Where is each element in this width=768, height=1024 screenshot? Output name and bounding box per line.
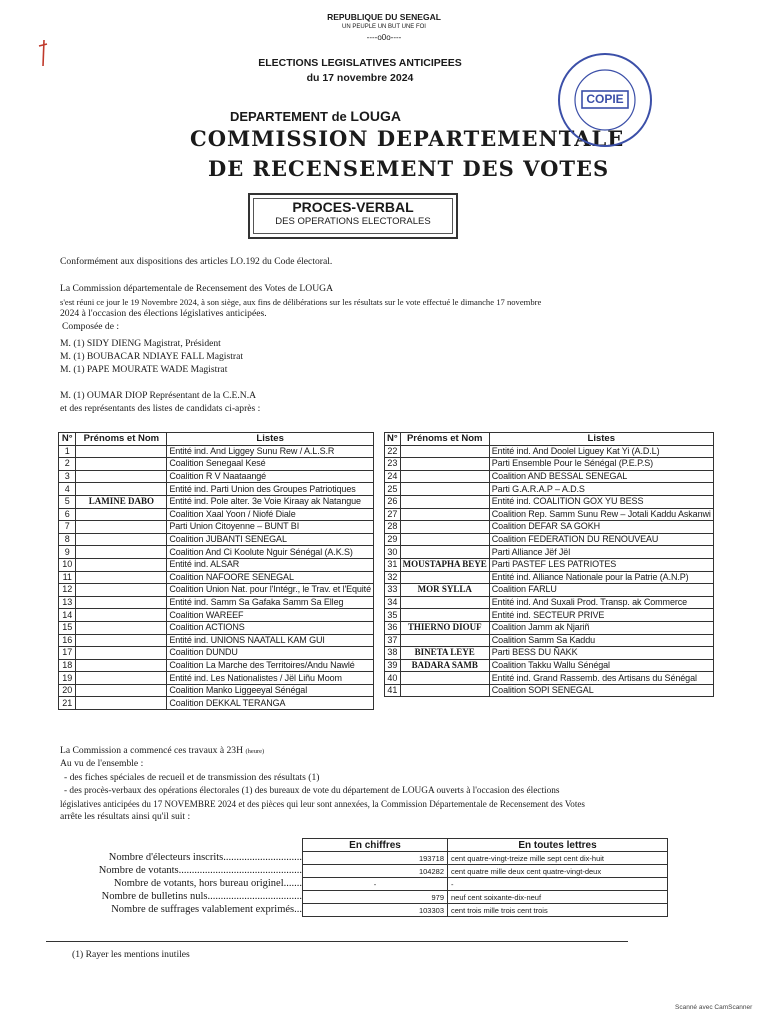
department-prefix: DEPARTEMENT de bbox=[230, 109, 347, 124]
table-row bbox=[59, 508, 374, 521]
row-name bbox=[76, 445, 167, 458]
table-row bbox=[385, 621, 714, 634]
row-name bbox=[400, 672, 489, 685]
row-list: Coalition JUBANTI SENEGAL bbox=[167, 533, 374, 546]
row-number: 14 bbox=[59, 609, 76, 622]
table-row bbox=[385, 672, 714, 685]
row-number: 37 bbox=[385, 634, 401, 647]
member-3: M. (1) PAPE MOURATE WADE Magistrat bbox=[60, 364, 228, 375]
intro-line3: 2024 à l'occasion des élections législatives anticipées. bbox=[60, 308, 267, 319]
table-row bbox=[385, 584, 714, 597]
row-list: Coalition Manko Liggeeyal Sénégal bbox=[167, 684, 374, 697]
row-number: 2 bbox=[59, 458, 76, 471]
row-number: 32 bbox=[385, 571, 401, 584]
row-name bbox=[76, 697, 167, 710]
row-name bbox=[400, 495, 489, 508]
table-row bbox=[59, 584, 374, 597]
row-list: Parti PASTEF LES PATRIOTES bbox=[489, 558, 713, 571]
member-1: M. (1) SIDY DIENG Magistrat, Président bbox=[60, 338, 221, 349]
row-number: 31 bbox=[385, 558, 401, 571]
result-figure: 193718 bbox=[303, 852, 448, 865]
row-name bbox=[400, 596, 489, 609]
row-list: Coalition La Marche des Territoires/Andu Nawlé bbox=[167, 659, 374, 672]
commission-title-line1: COMMISSION DEPARTEMENTALE bbox=[190, 126, 625, 151]
row-list: Coalition Xaal Yoon / Niofé Diale bbox=[167, 508, 374, 521]
row-list: Coalition Senegaal Kesé bbox=[167, 458, 374, 471]
row-list: Coalition R V Naataangé bbox=[167, 470, 374, 483]
row-name: THIERNO DIOUF bbox=[400, 621, 489, 634]
stamp-text: COPIE bbox=[586, 92, 624, 106]
row-number: 28 bbox=[385, 521, 401, 534]
row-list: Coalition DUNDU bbox=[167, 647, 374, 660]
table-row bbox=[385, 558, 714, 571]
row-name bbox=[76, 533, 167, 546]
row-number: 40 bbox=[385, 672, 401, 685]
candidates-table-left bbox=[58, 432, 374, 710]
row-list: Parti Alliance Jëf Jël bbox=[489, 546, 713, 559]
row-list: Coalition AND BESSAL SENEGAL bbox=[489, 470, 713, 483]
row-name bbox=[76, 621, 167, 634]
row-list: Entité ind. Les Nationalistes / Jël Liñu Moom bbox=[167, 672, 374, 685]
row-number: 7 bbox=[59, 521, 76, 534]
row-number: 9 bbox=[59, 546, 76, 559]
representants-text: et des représentants des listes de candidats ci-après : bbox=[60, 403, 261, 414]
candidates-table-right bbox=[384, 432, 714, 697]
row-name bbox=[400, 508, 489, 521]
row-name bbox=[400, 571, 489, 584]
row-number: 15 bbox=[59, 621, 76, 634]
table-row bbox=[59, 470, 374, 483]
row-name: MOUSTAPHA BEYE bbox=[400, 558, 489, 571]
col-list: Listes bbox=[489, 433, 713, 446]
table-row bbox=[385, 647, 714, 660]
intro-line1: La Commission départementale de Recensement des Votes de LOUGA bbox=[60, 283, 333, 294]
pv-box bbox=[248, 193, 458, 239]
row-number: 10 bbox=[59, 558, 76, 571]
row-name bbox=[76, 596, 167, 609]
au-vu-label: Au vu de l'ensemble : bbox=[60, 758, 144, 769]
row-list: Entité ind. ALSAR bbox=[167, 558, 374, 571]
row-name bbox=[76, 647, 167, 660]
result-letters: cent quatre mille deux cent quatre-vingt-deux bbox=[448, 865, 668, 878]
table-row bbox=[59, 609, 374, 622]
row-name bbox=[400, 483, 489, 496]
results-labels bbox=[68, 852, 302, 917]
commenced-line bbox=[60, 745, 264, 758]
table-row bbox=[59, 621, 374, 634]
col-name: Prénoms et Nom bbox=[76, 433, 167, 446]
row-name bbox=[76, 483, 167, 496]
row-list: Coalition SOPI SENEGAL bbox=[489, 684, 713, 697]
table-row bbox=[59, 445, 374, 458]
conformement-text: Conformément aux dispositions des articles LO.192 du Code électoral. bbox=[60, 256, 333, 267]
department-line bbox=[230, 108, 401, 124]
row-name bbox=[400, 458, 489, 471]
row-list: Entité ind. Pole alter. 3e Voie Kiraay ak Natangue bbox=[167, 495, 374, 508]
table-row bbox=[385, 609, 714, 622]
row-list: Coalition WAREEF bbox=[167, 609, 374, 622]
bullet-pv-cont: législatives anticipées du 17 NOVEMBRE 2024 et des pièces qui leur sont annexées, la Commission Départementale de Recensement des Votes bbox=[60, 799, 585, 809]
table-row bbox=[59, 558, 374, 571]
row-list: Coalition ACTIONS bbox=[167, 621, 374, 634]
table-row bbox=[385, 495, 714, 508]
bullet-fiches: - des fiches spéciales de recueil et de transmission des résultats (1) bbox=[64, 772, 320, 783]
row-list: Coalition DEFAR SA GOKH bbox=[489, 521, 713, 534]
row-list: Coalition Rep. Samm Sunu Rew – Jotali Kaddu Askanwi bbox=[489, 508, 713, 521]
table-row bbox=[59, 495, 374, 508]
row-list: Parti Ensemble Pour le Sénégal (P.E.P.S) bbox=[489, 458, 713, 471]
commission-title-line2: DE RECENSEMENT DES VOTES bbox=[208, 156, 610, 181]
col-num: N° bbox=[385, 433, 401, 446]
table-row bbox=[59, 684, 374, 697]
result-letters: cent trois mille trois cent trois bbox=[448, 904, 668, 917]
row-list: Coalition DEKKAL TERANGA bbox=[167, 697, 374, 710]
elections-title: ELECTIONS LEGISLATIVES ANTICIPEES bbox=[258, 57, 462, 69]
table-row bbox=[385, 684, 714, 697]
result-letters: neuf cent soixante-dix-neuf bbox=[448, 891, 668, 904]
row-number: 30 bbox=[385, 546, 401, 559]
row-name bbox=[76, 546, 167, 559]
republic-header: REPUBLIQUE DU SENEGAL bbox=[327, 12, 441, 22]
row-name: MOR SYLLA bbox=[400, 584, 489, 597]
row-number: 21 bbox=[59, 697, 76, 710]
row-number: 26 bbox=[385, 495, 401, 508]
row-list: Entité ind. And Suxali Prod. Transp. ak Commerce bbox=[489, 596, 713, 609]
row-number: 24 bbox=[385, 470, 401, 483]
cena-representative: M. (1) OUMAR DIOP Représentant de la C.E.N.A bbox=[60, 390, 257, 401]
row-list: Entité ind. And Doolel Liguey Kat Yi (A.D.L) bbox=[489, 445, 713, 458]
row-number: 39 bbox=[385, 659, 401, 672]
row-number: 27 bbox=[385, 508, 401, 521]
row-name bbox=[400, 470, 489, 483]
table-row bbox=[385, 458, 714, 471]
result-figure: 103303 bbox=[303, 904, 448, 917]
row-name: BADARA SAMB bbox=[400, 659, 489, 672]
row-name bbox=[76, 672, 167, 685]
bullet-pv: - des procès-verbaux des opérations électorales (1) des bureaux de vote du département de LOUGA ouverts à l'occasion des élections bbox=[64, 786, 560, 796]
row-name bbox=[400, 684, 489, 697]
arrete-text: arrête les résultats ainsi qu'il suit : bbox=[60, 811, 191, 822]
row-name bbox=[76, 458, 167, 471]
row-number: 41 bbox=[385, 684, 401, 697]
table-row bbox=[385, 659, 714, 672]
commenced-text: La Commission a commencé ces travaux à 23H bbox=[60, 745, 244, 756]
row-name: LAMINE DABO bbox=[76, 495, 167, 508]
row-name bbox=[76, 634, 167, 647]
row-name bbox=[400, 634, 489, 647]
table-row bbox=[385, 483, 714, 496]
row-list: Parti BESS DU ÑAKK bbox=[489, 647, 713, 660]
row-number: 35 bbox=[385, 609, 401, 622]
table-row bbox=[385, 634, 714, 647]
row-name bbox=[76, 571, 167, 584]
result-figure: 979 bbox=[303, 891, 448, 904]
row-number: 5 bbox=[59, 495, 76, 508]
department-name: LOUGA bbox=[350, 108, 401, 124]
row-name bbox=[76, 470, 167, 483]
row-list: Entité ind. SECTEUR PRIVE bbox=[489, 609, 713, 622]
row-list: Entité ind. And Liggey Sunu Rew / A.L.S.R bbox=[167, 445, 374, 458]
results-row bbox=[303, 865, 668, 878]
result-label: Nombre de votants, hors bureau originel....... bbox=[113, 878, 302, 889]
row-number: 25 bbox=[385, 483, 401, 496]
row-list: Coalition Samm Sa Kaddu bbox=[489, 634, 713, 647]
row-name bbox=[76, 558, 167, 571]
composee-label: Composée de : bbox=[62, 321, 120, 332]
row-number: 13 bbox=[59, 596, 76, 609]
row-number: 20 bbox=[59, 684, 76, 697]
result-label: Nombre de votants............................................... bbox=[98, 865, 302, 876]
row-list: Parti Union Citoyenne – BUNT BI bbox=[167, 521, 374, 534]
national-motto: UN PEUPLE UN BUT UNE FOI bbox=[342, 24, 426, 30]
row-name bbox=[400, 533, 489, 546]
row-name bbox=[76, 521, 167, 534]
row-name bbox=[76, 508, 167, 521]
table-row bbox=[59, 596, 374, 609]
table-row bbox=[59, 659, 374, 672]
member-2: M. (1) BOUBACAR NDIAYE FALL Magistrat bbox=[60, 351, 243, 362]
row-list: Coalition Union Nat. pour l'Intégr., le Trav. et l'Equité bbox=[167, 584, 374, 597]
scanner-watermark: Scanné avec CamScanner bbox=[675, 1004, 753, 1011]
row-number: 6 bbox=[59, 508, 76, 521]
row-list: Coalition And Ci Koolute Nguir Sénégal (A.K.S) bbox=[167, 546, 374, 559]
row-list: Entité ind. COALITION GOX YU BESS bbox=[489, 495, 713, 508]
row-number: 8 bbox=[59, 533, 76, 546]
row-number: 36 bbox=[385, 621, 401, 634]
result-label: Nombre d'électeurs inscrits.............................. bbox=[108, 852, 302, 863]
red-margin-mark bbox=[36, 38, 50, 68]
row-number: 4 bbox=[59, 483, 76, 496]
row-number: 29 bbox=[385, 533, 401, 546]
row-number: 19 bbox=[59, 672, 76, 685]
row-name bbox=[76, 609, 167, 622]
table-row bbox=[59, 533, 374, 546]
table-row bbox=[385, 521, 714, 534]
result-letters: cent quatre-vingt-treize mille sept cent dix-huit bbox=[448, 852, 668, 865]
row-list: Coalition FEDERATION DU RENOUVEAU bbox=[489, 533, 713, 546]
elections-date: du 17 novembre 2024 bbox=[306, 72, 414, 84]
results-table bbox=[302, 838, 668, 917]
col-letters: En toutes lettres bbox=[448, 839, 668, 852]
row-list: Coalition Takku Wallu Sénégal bbox=[489, 659, 713, 672]
table-row bbox=[59, 521, 374, 534]
footnote: (1) Rayer les mentions inutiles bbox=[72, 949, 190, 960]
col-figures: En chiffres bbox=[303, 839, 448, 852]
table-row bbox=[59, 458, 374, 471]
row-name: BINETA LEYE bbox=[400, 647, 489, 660]
table-row bbox=[59, 697, 374, 710]
table-row bbox=[385, 546, 714, 559]
table-row bbox=[59, 672, 374, 685]
results-row bbox=[303, 852, 668, 865]
row-list: Entité ind. Alliance Nationale pour la Patrie (A.N.P) bbox=[489, 571, 713, 584]
table-row bbox=[385, 596, 714, 609]
row-number: 11 bbox=[59, 571, 76, 584]
row-list: Entité ind. Samm Sa Gafaka Samm Sa Elleg bbox=[167, 596, 374, 609]
pv-title: PROCES-VERBAL bbox=[292, 199, 414, 215]
row-number: 16 bbox=[59, 634, 76, 647]
table-row bbox=[385, 508, 714, 521]
table-row bbox=[385, 470, 714, 483]
table-row bbox=[59, 634, 374, 647]
table-row bbox=[385, 533, 714, 546]
result-figure: 104282 bbox=[303, 865, 448, 878]
row-number: 38 bbox=[385, 647, 401, 660]
row-name bbox=[400, 546, 489, 559]
row-number: 23 bbox=[385, 458, 401, 471]
pv-subtitle: DES OPERATIONS ELECTORALES bbox=[275, 216, 431, 227]
row-name bbox=[400, 521, 489, 534]
row-name bbox=[76, 684, 167, 697]
row-list: Coalition Jamm ak Njariñ bbox=[489, 621, 713, 634]
result-label: Nombre de bulletins nuls.................................... bbox=[101, 891, 302, 902]
row-number: 22 bbox=[385, 445, 401, 458]
table-row bbox=[59, 571, 374, 584]
row-list: Coalition FARLU bbox=[489, 584, 713, 597]
table-row bbox=[59, 483, 374, 496]
table-row bbox=[385, 571, 714, 584]
table-row bbox=[385, 445, 714, 458]
row-name bbox=[400, 445, 489, 458]
row-name bbox=[76, 659, 167, 672]
col-list: Listes bbox=[167, 433, 374, 446]
row-number: 12 bbox=[59, 584, 76, 597]
row-list: Entité ind. Grand Rassemb. des Artisans du Sénégal bbox=[489, 672, 713, 685]
row-list: Entité ind. Parti Union des Groupes Patriotiques bbox=[167, 483, 374, 496]
row-number: 18 bbox=[59, 659, 76, 672]
results-row bbox=[303, 878, 668, 891]
table-row bbox=[59, 647, 374, 660]
result-label: Nombre de suffrages valablement exprimés... bbox=[111, 904, 302, 915]
intro-line2: s'est réuni ce jour le 19 Novembre 2024, à son siège, aux fins de délibérations sur les résultats sur le vote effectué le dimanche 17 novembre bbox=[60, 297, 542, 307]
col-name: Prénoms et Nom bbox=[400, 433, 489, 446]
result-figure: - bbox=[303, 878, 448, 891]
row-list: Coalition NAFOORE SENEGAL bbox=[167, 571, 374, 584]
copie-stamp bbox=[555, 50, 655, 150]
results-row bbox=[303, 904, 668, 917]
col-num: N° bbox=[59, 433, 76, 446]
row-number: 1 bbox=[59, 445, 76, 458]
row-number: 3 bbox=[59, 470, 76, 483]
results-row bbox=[303, 891, 668, 904]
row-name bbox=[76, 584, 167, 597]
row-list: Entité ind. UNIONS NAATALL KAM GUI bbox=[167, 634, 374, 647]
table-row bbox=[59, 546, 374, 559]
row-number: 17 bbox=[59, 647, 76, 660]
row-number: 33 bbox=[385, 584, 401, 597]
commenced-note: (heure) bbox=[245, 748, 265, 755]
row-number: 34 bbox=[385, 596, 401, 609]
row-name bbox=[400, 609, 489, 622]
footnote-rule bbox=[46, 941, 628, 942]
header-separator: ----o0o---- bbox=[366, 33, 402, 42]
row-list: Parti G.A.R.A.P – A.D.S bbox=[489, 483, 713, 496]
result-letters: - bbox=[448, 878, 668, 891]
